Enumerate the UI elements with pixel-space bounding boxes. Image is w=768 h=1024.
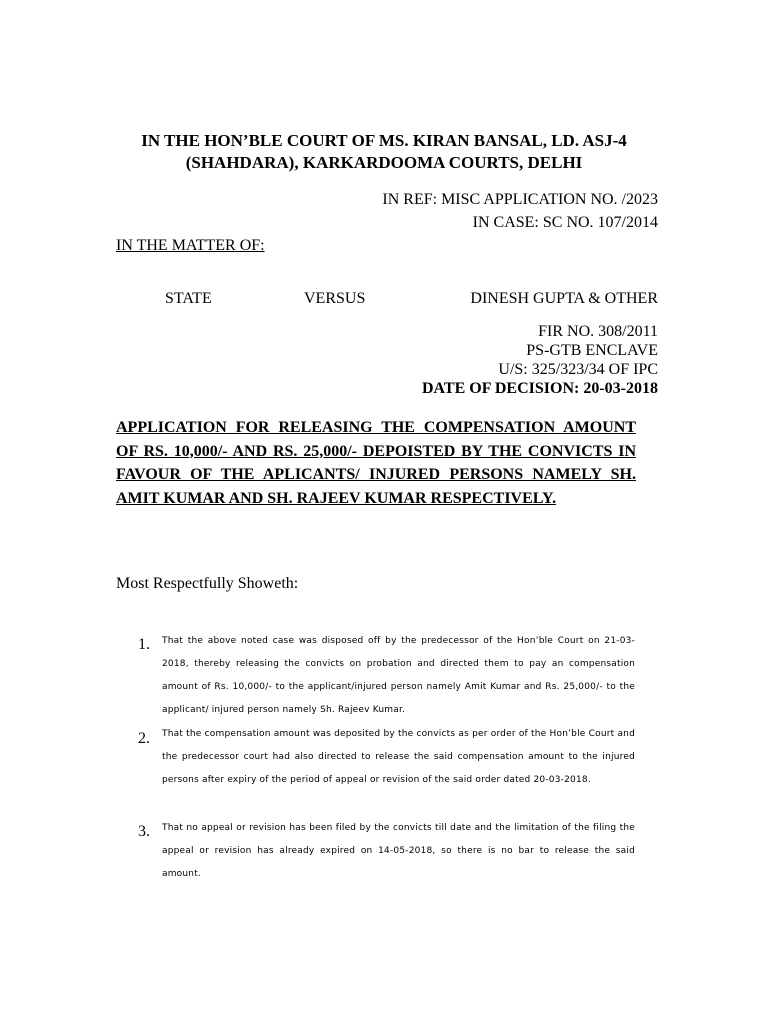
- paragraph-text: That the compensation amount was deposited by the convicts as per order of the Hon’ble Court and the predecessor court had also directed to release the said compensation amount to the injured persons after expiry of the period of appeal or revision of the said order dated 20-03-2018.: [162, 729, 635, 785]
- party-state: STATE: [165, 290, 212, 307]
- case-number: IN CASE: SC NO. 107/2014: [472, 214, 658, 231]
- showeth-line: Most Respectfully Showeth:: [116, 575, 299, 592]
- sections: U/S: 325/323/34 OF IPC: [498, 361, 658, 378]
- matter-label: IN THE MATTER OF:: [116, 237, 265, 254]
- fir-number: FIR NO. 308/2011: [538, 323, 658, 340]
- paragraph-text: That the above noted case was disposed off by the predecessor of the Hon’ble Court on 21-03-2018, thereby releasing the convicts on probation and directed them to pay an compensation amount of Rs. 10,000/- to the applicant/injured person namely Amit Kumar and Rs. 25,000/- to the applicant/ injured person namely Sh. Rajeev Kumar.: [162, 636, 635, 715]
- paragraph-number: 1.: [138, 636, 150, 653]
- court-title: [100, 130, 668, 174]
- paragraph-text: That no appeal or revision has been filed by the convicts till date and the limitation of the filing the appeal or revision has already expired on 14-05-2018, so there is no bar to release the said amount.: [162, 823, 635, 879]
- court-title-line-1: IN THE HON’BLE COURT OF MS. KIRAN BANSAL, LD. ASJ-4: [141, 131, 627, 150]
- versus-label: VERSUS: [304, 290, 366, 307]
- misc-application-ref: IN REF: MISC APPLICATION NO. /2023: [382, 191, 658, 208]
- paragraph-number: 2.: [138, 730, 150, 747]
- application-heading: APPLICATION FOR RELEASING THE COMPENSATION AMOUNT OF RS. 10,000/- AND RS. 25,000/- DEPOISTED BY THE CONVICTS IN FAVOUR OF THE APLICANTS/ INJURED PERSONS NAMELY SH. AMIT KUMAR AND SH. RAJEEV KUMAR RESPECTIVELY.: [116, 419, 636, 507]
- police-station: PS-GTB ENCLAVE: [526, 342, 658, 359]
- court-title-line-2: (SHAHDARA), KARKARDOOMA COURTS, DELHI: [185, 153, 583, 172]
- date-of-decision: DATE OF DECISION: 20-03-2018: [421, 380, 658, 397]
- fir-details: [422, 322, 658, 398]
- paragraph-number: 3.: [138, 823, 150, 840]
- party-accused: DINESH GUPTA & OTHER: [470, 290, 658, 307]
